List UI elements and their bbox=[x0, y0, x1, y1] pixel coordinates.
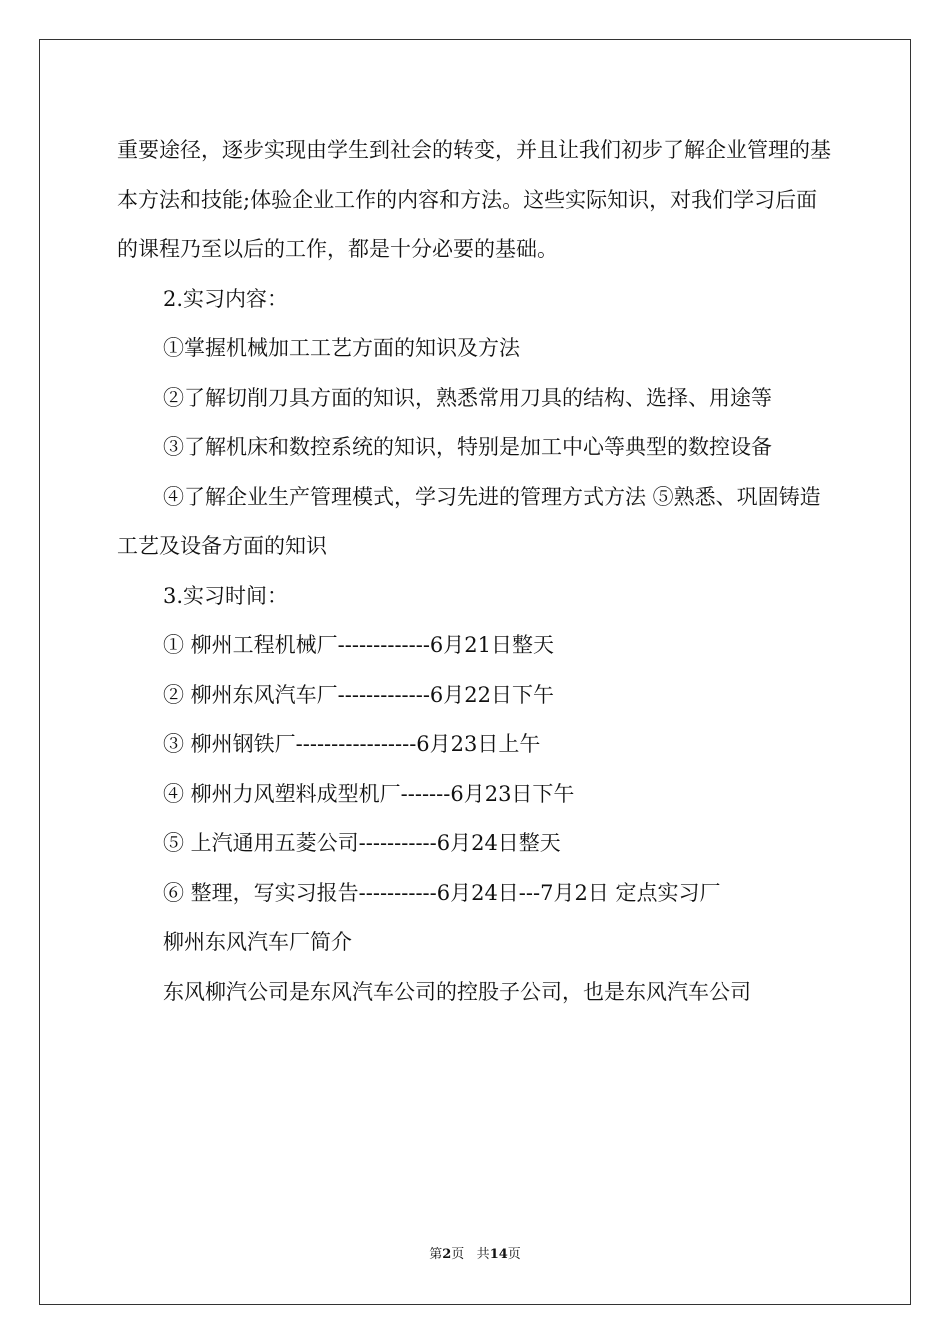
schedule-item-5: ⑤ 上汽通用五菱公司-----------6月24日整天 bbox=[163, 831, 561, 855]
schedule-item-1: ① 柳州工程机械厂-------------6月21日整天 bbox=[163, 633, 555, 657]
footer-total-pages: 14 bbox=[489, 1247, 508, 1262]
section-heading-company-intro: 柳州东风汽车厂简介 bbox=[163, 930, 352, 954]
schedule-item-6: ⑥ 整理，写实习报告-----------6月24日---7月2日 定点实习厂 bbox=[163, 880, 721, 905]
section-heading-content: 2.实习内容： bbox=[163, 286, 289, 311]
footer-total-prefix: 共 bbox=[476, 1247, 490, 1262]
list-item-content-1: ①掌握机械加工工艺方面的知识及方法 bbox=[163, 336, 520, 360]
schedule-item-3: ③ 柳州钢铁厂-----------------6月23日上午 bbox=[163, 732, 541, 756]
footer-page-number: 2 bbox=[442, 1247, 452, 1262]
paragraph-company-intro: 东风柳汽公司是东风汽车公司的控股子公司，也是东风汽车公司 bbox=[163, 979, 751, 1004]
footer-total-suffix: 页 bbox=[507, 1247, 521, 1262]
page-footer bbox=[0, 1246, 950, 1264]
footer-page-suffix: 页 bbox=[451, 1247, 465, 1262]
list-item-content-4: ④了解企业生产管理模式，学习先进的管理方式方法 ⑤熟悉、巩固铸造工艺及设备方面的知识 bbox=[117, 484, 821, 558]
schedule-item-2: ② 柳州东风汽车厂-------------6月22日下午 bbox=[163, 682, 555, 707]
document-body bbox=[117, 126, 837, 1017]
section-heading-time: 3.实习时间： bbox=[163, 583, 289, 608]
paragraph-continuation: 重要途径，逐步实现由学生到社会的转变，并且让我们初步了解企业管理的基本方法和技能;体验企业工作的内容和方法。这些实际知识，对我们学习后面的课程乃至以后的工作，都是十分必要的基础。 bbox=[117, 138, 831, 261]
list-item-content-2: ②了解切削刀具方面的知识，熟悉常用刀具的结构、选择、用途等 bbox=[163, 385, 772, 410]
list-item-content-3: ③了解机床和数控系统的知识，特别是加工中心等典型的数控设备 bbox=[163, 435, 772, 459]
schedule-item-4: ④ 柳州力风塑料成型机厂-------6月23日下午 bbox=[163, 781, 575, 806]
footer-page-prefix: 第 bbox=[429, 1247, 443, 1262]
